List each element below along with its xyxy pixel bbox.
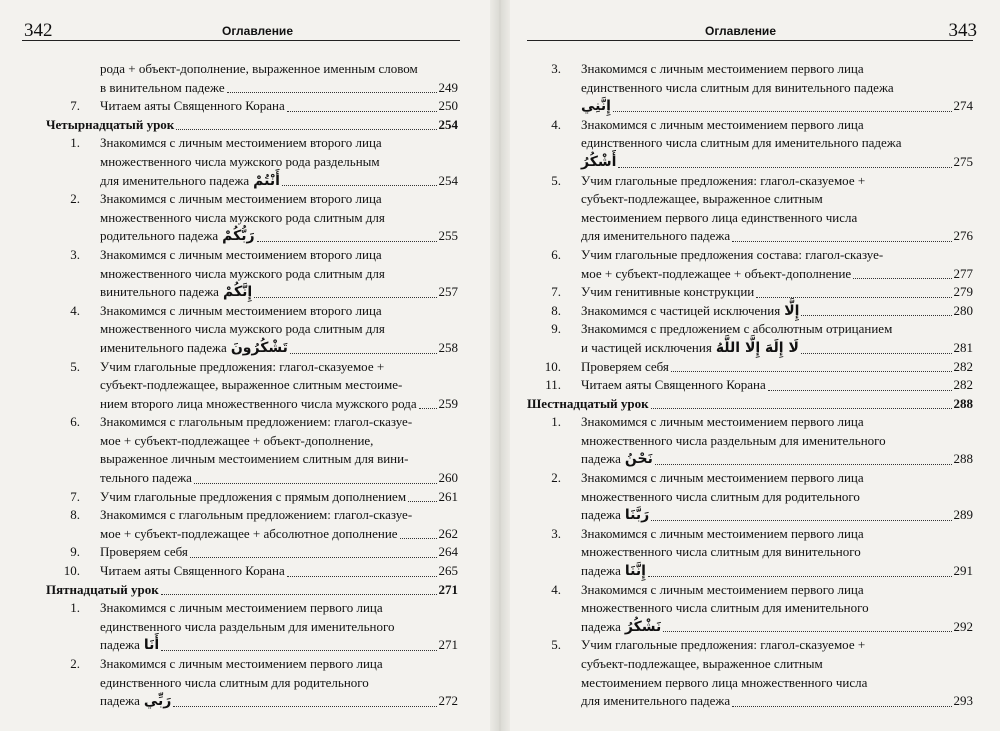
entry-last-line xyxy=(581,506,973,525)
dot-leader xyxy=(801,315,951,316)
dot-leader xyxy=(400,538,437,539)
entry-text-line: местоимением первого лица единственного числа xyxy=(581,209,858,225)
entry-page-number: 260 xyxy=(438,470,458,486)
entry-last-line xyxy=(581,692,973,711)
toc-lesson-heading xyxy=(46,116,458,135)
left-page xyxy=(0,0,495,731)
entry-body xyxy=(46,543,458,562)
entry-text-line: Знакомимся с личным местоимением первого лица xyxy=(581,525,864,541)
toc-entry xyxy=(527,172,973,246)
entry-text-line: субъект-подлежащее, выраженное слитным местоиме- xyxy=(100,377,403,393)
entry-text-line: мое + субъект-подлежащее + абсолютное дополнение xyxy=(100,525,398,541)
entry-text-line: падежа xyxy=(581,507,621,523)
right-header-rule xyxy=(527,40,973,41)
entry-text-line: Проверяем себя xyxy=(581,358,669,374)
toc-entry xyxy=(46,60,458,97)
entry-number: 2. xyxy=(70,656,80,671)
entry-text-line: мое + субъект-подлежащее + объект-дополнение xyxy=(581,265,852,281)
entry-body xyxy=(46,190,458,246)
entry-page-number: 276 xyxy=(953,228,973,244)
entry-text-line: в винительном падеже xyxy=(100,79,225,95)
toc-entry xyxy=(46,488,458,507)
toc-entry xyxy=(527,525,973,581)
right-page xyxy=(505,0,1000,731)
entry-text-line: для именительного падежа xyxy=(581,693,731,709)
dot-leader xyxy=(194,483,437,484)
entry-text-line: именительного падежа xyxy=(100,339,227,355)
entry-last-line xyxy=(100,395,458,414)
entry-body xyxy=(46,116,458,135)
entry-page-number: 289 xyxy=(953,507,973,523)
entry-body xyxy=(527,246,973,283)
entry-number: 4. xyxy=(551,116,561,132)
entry-page-number: 271 xyxy=(438,637,458,653)
dot-leader xyxy=(648,576,952,577)
entry-body xyxy=(46,246,458,302)
arabic-word: أَنَا xyxy=(143,637,160,654)
right-toc-list xyxy=(527,60,973,711)
entry-number: 2. xyxy=(70,191,80,207)
entry-page-number: 250 xyxy=(438,98,458,114)
entry-text-line: множественного числа мужского рода слитным для xyxy=(100,321,385,337)
entry-text-line: Знакомимся с глагольным предложением: глагол-сказуе- xyxy=(100,507,413,523)
dot-leader xyxy=(663,631,951,632)
dot-leader xyxy=(257,241,437,242)
entry-text-line: мое + субъект-подлежащее + объект-дополнение, xyxy=(100,432,374,448)
entry-text-line: падежа xyxy=(100,693,140,709)
dot-leader xyxy=(853,278,951,279)
dot-leader xyxy=(618,167,951,168)
entry-last-line xyxy=(581,302,973,321)
entry-text-line: множественного числа слитным для родительного xyxy=(581,488,860,504)
arabic-word: رَبَّنَا xyxy=(624,507,650,524)
entry-page-number: 271 xyxy=(438,581,458,597)
dot-leader xyxy=(732,241,951,242)
dot-leader xyxy=(419,408,437,409)
entry-text-line: падежа xyxy=(581,563,621,579)
toc-entry xyxy=(527,636,973,710)
entry-text-line: Учим глагольные предложения: глагол-сказуемое + xyxy=(100,358,385,374)
entry-last-line xyxy=(100,525,458,544)
entry-number: 7. xyxy=(70,98,80,114)
entry-body xyxy=(527,469,973,525)
entry-body xyxy=(46,358,458,414)
entry-page-number: 272 xyxy=(438,693,458,709)
entry-text-line: множественного числа слитным для винительного xyxy=(581,544,861,560)
arabic-word: إِنَّنَا xyxy=(624,563,646,580)
entry-text-line: и частицей исключения xyxy=(581,339,712,355)
entry-last-line xyxy=(100,97,458,116)
entry-text-line: Знакомимся с личным местоимением первого лица xyxy=(100,600,383,616)
toc-entry xyxy=(46,655,458,711)
entry-number: 7. xyxy=(70,488,80,504)
entry-page-number: 288 xyxy=(953,451,973,467)
entry-last-line xyxy=(100,562,458,581)
entry-body xyxy=(46,60,458,97)
entry-page-number: 293 xyxy=(953,693,973,709)
entry-last-line xyxy=(581,227,973,246)
entry-number: 10. xyxy=(544,358,561,374)
entry-page-number: 254 xyxy=(438,172,458,188)
entry-text-line: субъект-подлежащее, выраженное слитным xyxy=(581,656,823,671)
entry-text-line: Знакомимся с предложением с абсолютным отрицанием xyxy=(581,321,893,337)
entry-body xyxy=(46,506,458,543)
entry-number: 6. xyxy=(551,246,561,262)
entry-page-number: 292 xyxy=(953,618,973,634)
toc-lesson-heading xyxy=(527,395,973,414)
entry-body xyxy=(46,413,458,487)
entry-text-line: Знакомимся с личным местоимением первого лица xyxy=(581,414,864,430)
entry-text-line: единственного числа слитным для винительного падежа xyxy=(581,79,894,95)
entry-last-line xyxy=(581,265,973,284)
dot-leader xyxy=(655,464,952,465)
toc-entry xyxy=(527,413,973,469)
entry-text-line: местоимением первого лица множественного числа xyxy=(581,674,868,690)
dot-leader xyxy=(161,650,436,651)
entry-text-line: Читаем аяты Священного Корана xyxy=(581,377,766,393)
entry-number: 5. xyxy=(551,172,561,188)
entry-body xyxy=(527,302,973,321)
entry-page-number: 264 xyxy=(438,544,458,560)
entry-body xyxy=(46,562,458,581)
entry-number: 7. xyxy=(551,284,561,300)
entry-number: 4. xyxy=(70,302,80,318)
toc-entry xyxy=(527,581,973,637)
entry-number: 3. xyxy=(70,246,80,262)
entry-body xyxy=(46,302,458,358)
entry-number: 9. xyxy=(70,544,80,560)
entry-number: 8. xyxy=(551,302,561,318)
entry-page-number: 262 xyxy=(438,525,458,541)
entry-last-line xyxy=(100,636,458,655)
entry-number: 2. xyxy=(551,470,561,486)
entry-page-number: 282 xyxy=(953,377,973,393)
entry-text-line: множественного числа слитным для именительного xyxy=(581,600,869,616)
entry-last-line xyxy=(100,227,458,246)
entry-text-line: Знакомимся с личным местоимением первого лица xyxy=(581,61,864,76)
entry-number: 5. xyxy=(551,637,561,653)
arabic-word: إِلَّا xyxy=(784,302,800,319)
toc-entry xyxy=(46,562,458,581)
dot-leader xyxy=(768,390,952,391)
toc-entry xyxy=(46,358,458,414)
toc-lesson-heading xyxy=(46,581,458,600)
entry-page-number: 277 xyxy=(953,265,973,281)
entry-number: 5. xyxy=(70,358,80,374)
arabic-word: نَحْنُ xyxy=(624,451,653,468)
entry-text-line: Проверяем себя xyxy=(100,544,188,560)
entry-body xyxy=(527,376,973,395)
left-page-number: 342 xyxy=(24,20,53,41)
entry-text-line: Знакомимся с личным местоимением второго лица xyxy=(100,191,382,207)
entry-text-line: субъект-подлежащее, выраженное слитным xyxy=(581,191,823,207)
entry-text-line: Знакомимся с личным местоимением второго лица xyxy=(100,135,382,151)
entry-last-line xyxy=(581,153,973,172)
entry-text-line: Знакомимся с личным местоимением первого лица xyxy=(100,656,383,671)
entry-text-line: множественного числа мужского рода слитным для xyxy=(100,265,385,281)
arabic-word: إِنَّنِي xyxy=(581,98,611,115)
entry-text-line: падежа xyxy=(581,451,621,467)
toc-entry xyxy=(527,116,973,172)
entry-text-line: нием второго лица множественного числа мужского рода xyxy=(100,395,417,411)
dot-leader xyxy=(801,353,952,354)
toc-entry xyxy=(46,413,458,487)
entry-number: 3. xyxy=(551,61,561,76)
entry-body xyxy=(46,581,458,600)
entry-text-line: Учим глагольные предложения с прямым дополнением xyxy=(100,488,407,504)
dot-leader xyxy=(287,576,437,577)
toc-entry xyxy=(46,302,458,358)
entry-text-line: Учим глагольные предложения: глагол-сказуемое + xyxy=(581,637,866,653)
entry-page-number: 249 xyxy=(438,79,458,95)
left-running-title: Оглавление xyxy=(222,24,293,38)
left-header-rule xyxy=(22,40,460,41)
entry-text-line: для именительного падежа xyxy=(100,172,250,188)
entry-body xyxy=(46,134,458,190)
entry-text-line: винительного падежа xyxy=(100,284,219,300)
entry-text-line: рода + объект-дополнение, выраженное именным словом xyxy=(100,61,418,76)
entry-text-line: Учим глагольные предложения состава: глагол-сказуе- xyxy=(581,246,884,262)
arabic-word: إِنَّكُمْ xyxy=(222,284,253,301)
dot-leader xyxy=(408,501,436,502)
entry-page-number: 259 xyxy=(438,395,458,411)
entry-text-line: Читаем аяты Священного Корана xyxy=(100,98,285,114)
dot-leader xyxy=(290,353,437,354)
arabic-word: أَنْتُمْ xyxy=(253,172,280,189)
entry-last-line xyxy=(581,376,973,395)
entry-text-line: Читаем аяты Священного Корана xyxy=(100,563,285,579)
dot-leader xyxy=(671,371,952,372)
right-page-number: 343 xyxy=(948,20,977,41)
entry-body xyxy=(527,413,973,469)
entry-body xyxy=(46,599,458,655)
entry-last-line xyxy=(100,339,458,358)
entry-text-line: Знакомимся с личным местоимением первого лица xyxy=(581,116,864,132)
toc-entry xyxy=(46,190,458,246)
dot-leader xyxy=(161,594,437,595)
toc-entry xyxy=(46,599,458,655)
entry-number: 1. xyxy=(551,414,561,430)
entry-text-line: падежа xyxy=(100,637,140,653)
entry-page-number: 282 xyxy=(953,358,973,374)
entry-body xyxy=(527,358,973,377)
entry-text-line: падежа xyxy=(581,618,621,634)
entry-page-number: 275 xyxy=(953,153,973,169)
entry-number: 11. xyxy=(545,377,561,393)
entry-body xyxy=(527,636,973,710)
entry-last-line xyxy=(100,488,458,507)
entry-page-number: 288 xyxy=(953,395,973,411)
entry-number: 10. xyxy=(63,563,80,579)
left-toc-list xyxy=(46,60,458,711)
entry-last-line xyxy=(581,358,973,377)
dot-leader xyxy=(756,297,951,298)
arabic-word: نَشْكُرُ xyxy=(624,618,662,635)
entry-text-line: множественного числа мужского рода раздельным xyxy=(100,153,380,169)
entry-number: 8. xyxy=(70,507,80,523)
entry-text-line: Знакомимся с личным местоимением второго лица xyxy=(100,302,382,318)
entry-last-line xyxy=(581,450,973,469)
dot-leader xyxy=(176,129,436,130)
entry-page-number: 279 xyxy=(953,284,973,300)
entry-text-line: Знакомимся с частицей исключения xyxy=(581,302,781,318)
arabic-word: لَا إِلَهَ إِلَّا اللَّهُ xyxy=(715,339,799,356)
dot-leader xyxy=(173,706,436,707)
entry-last-line xyxy=(581,339,973,358)
entry-text-line: Учим глагольные предложения: глагол-сказуемое + xyxy=(581,172,866,188)
arabic-word: رَبِّي xyxy=(143,693,172,710)
entry-text-line: множественного числа раздельным для именительного xyxy=(581,432,886,448)
toc-entry xyxy=(527,283,973,302)
dot-leader xyxy=(227,92,437,93)
entry-body xyxy=(46,655,458,711)
entry-last-line xyxy=(100,79,458,98)
entry-text-line: Знакомимся с глагольным предложением: глагол-сказуе- xyxy=(100,414,413,430)
entry-page-number: 291 xyxy=(953,563,973,579)
entry-text-line: тельного падежа xyxy=(100,470,192,486)
entry-page-number: 280 xyxy=(953,302,973,318)
entry-last-line xyxy=(100,469,458,488)
entry-body xyxy=(527,60,973,116)
entry-last-line xyxy=(46,581,458,600)
entry-text-line: выраженное личным местоимением слитным для вини- xyxy=(100,451,409,467)
toc-entry xyxy=(527,358,973,377)
toc-entry xyxy=(527,469,973,525)
entry-number: 3. xyxy=(551,525,561,541)
entry-last-line xyxy=(100,692,458,711)
entry-page-number: 254 xyxy=(438,116,458,132)
toc-entry xyxy=(527,246,973,283)
entry-last-line xyxy=(100,283,458,302)
entry-text-line: родительного падежа xyxy=(100,228,219,244)
entry-number: 6. xyxy=(70,414,80,430)
entry-text-line: Учим генитивные конструкции xyxy=(581,284,755,300)
arabic-word: تَشْكُرُونَ xyxy=(230,339,288,356)
dot-leader xyxy=(282,185,437,186)
toc-entry xyxy=(46,134,458,190)
right-running-title: Оглавление xyxy=(705,24,776,38)
entry-text-line: Знакомимся с личным местоимением первого лица xyxy=(581,581,864,597)
entry-text-line: для именительного падежа xyxy=(581,228,731,244)
entry-text-line: единственного числа слитным для родительного xyxy=(100,674,369,690)
toc-entry xyxy=(527,320,973,357)
entry-page-number: 281 xyxy=(953,339,973,355)
entry-page-number: 274 xyxy=(953,98,973,114)
toc-entry xyxy=(46,543,458,562)
entry-text-line: Пятнадцатый урок xyxy=(46,581,159,597)
entry-number: 4. xyxy=(551,581,561,597)
entry-page-number: 257 xyxy=(438,284,458,300)
entry-last-line xyxy=(581,618,973,637)
entry-page-number: 261 xyxy=(438,488,458,504)
arabic-word: رَبُّكُمْ xyxy=(222,228,255,245)
toc-entry xyxy=(46,246,458,302)
entry-text-line: Шестнадцатый урок xyxy=(527,395,649,411)
entry-body xyxy=(527,116,973,172)
toc-entry xyxy=(527,302,973,321)
entry-text-line: единственного числа раздельным для именительного xyxy=(100,618,395,634)
entry-page-number: 255 xyxy=(438,228,458,244)
entry-page-number: 258 xyxy=(438,339,458,355)
dot-leader xyxy=(287,111,437,112)
arabic-word: أَشْكُرُ xyxy=(581,153,617,170)
toc-entry xyxy=(46,97,458,116)
entry-last-line xyxy=(581,283,973,302)
entry-body xyxy=(46,488,458,507)
entry-body xyxy=(46,97,458,116)
entry-last-line xyxy=(100,543,458,562)
toc-entry xyxy=(527,376,973,395)
dot-leader xyxy=(254,297,436,298)
entry-text-line: Четырнадцатый урок xyxy=(46,116,175,132)
entry-text-line: Знакомимся с личным местоимением первого лица xyxy=(581,470,864,486)
dot-leader xyxy=(651,408,952,409)
dot-leader xyxy=(190,557,437,558)
entry-last-line xyxy=(46,116,458,135)
entry-body xyxy=(527,525,973,581)
entry-page-number: 265 xyxy=(438,563,458,579)
entry-text-line: единственного числа слитным для именительного падежа xyxy=(581,135,902,151)
entry-last-line xyxy=(581,97,973,116)
entry-number: 1. xyxy=(70,135,80,151)
entry-number: 1. xyxy=(70,600,80,616)
entry-body xyxy=(527,320,973,357)
entry-number: 9. xyxy=(551,321,561,337)
dot-leader xyxy=(651,520,951,521)
toc-entry xyxy=(46,506,458,543)
entry-body xyxy=(527,283,973,302)
entry-text-line: множественного числа мужского рода слитным для xyxy=(100,209,385,225)
entry-last-line xyxy=(581,562,973,581)
entry-text-line: Знакомимся с личным местоимением второго лица xyxy=(100,246,382,262)
dot-leader xyxy=(732,706,951,707)
dot-leader xyxy=(613,111,952,112)
entry-last-line xyxy=(100,172,458,191)
toc-entry xyxy=(527,60,973,116)
entry-body xyxy=(527,395,973,414)
entry-body xyxy=(527,581,973,637)
entry-body xyxy=(527,172,973,246)
entry-last-line xyxy=(527,395,973,414)
